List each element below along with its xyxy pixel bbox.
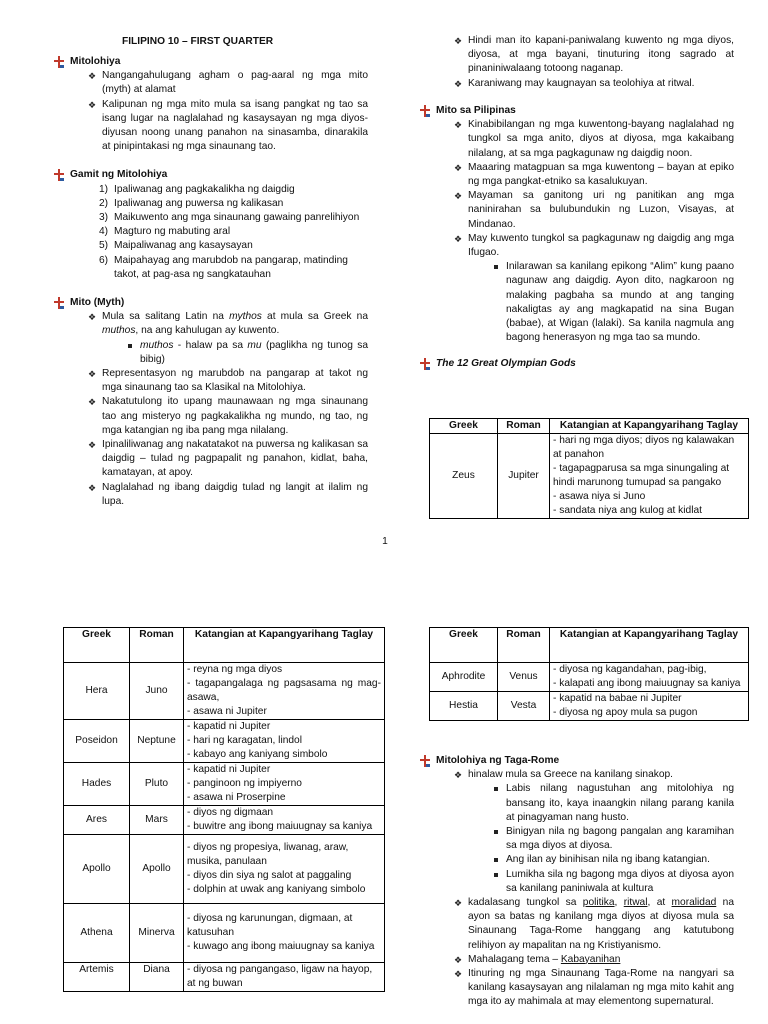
column-header-greek: Greek [430,419,498,434]
list-item: ❖ Kinabibilangan ng mga kuwentong-bayang naglalahad ng tungkol sa mga anito, diyos at diyosa, mga kakaibang nilalang, at sa mga pagkagunaw ng daigdig noon. [454,118,734,161]
heading-rome: Mitolohiya ng Taga-Rome [420,754,734,768]
heading-mito: Mito (Myth) [54,296,368,310]
gamit-list [88,183,368,282]
column-header-roman: Roman [498,628,550,663]
list-item: ❖ Nakatutulong ito upang maunawaan ng mga sinaunang tao ang misteryo ng pagkakalikha ng mundo, ng tao, ng mga katangian ng iba pang mga nilalang. [88,395,368,438]
mito-list [88,310,368,509]
bullet-icon [420,358,430,370]
table-row [64,806,385,835]
greek-name: Aphrodite [430,663,498,692]
roman-name: Mars [130,806,184,835]
page-gap [0,556,768,618]
greek-name: Hades [64,763,130,806]
roman-name: Diana [130,963,184,992]
traits-cell: - kapatid na babae ni Jupiter - diyosa ng apoy mula sa pugon [550,692,749,721]
traits-cell: - diyos ng propesiya, liwanag, araw, musika, panulaan - diyos din siya ng salot at paggaling - dolphin at uwak ang kaniyang simbolo [184,835,385,904]
column-header-greek: Greek [430,628,498,663]
roman-name: Minerva [130,904,184,963]
gods-table-left [63,627,385,992]
table-header-row [430,419,749,434]
pilipinas-section [420,104,734,372]
gods-table-right [429,627,749,721]
table-row [64,904,385,963]
list-item: ❖ May kuwento tungkol sa pagkagunaw ng daigdig ang mga Ifugao. Inilarawan sa kanilang epikong “Alim” kung paano nagunaw ang daigdig. Ayon dito, nagkaroon ng malaking pagbaha sa mundo at ang tanging nakaligtas ay ang magkapatid na sina Bugan (babae), at Wigan (lalaki). Sa kanila nagmula ang bagong henerasyon ng mga tao sa mundo. [454,232,734,346]
greek-name: Poseidon [64,720,130,763]
rome-section [420,754,734,1010]
table-row [64,963,385,992]
list-item: muthos - halaw pa sa mu (paglikha ng tunog sa bibig) [126,339,368,367]
traits-cell: - hari ng mga diyos; diyos ng kalawakan at panahon - tagapagparusa sa mga sinungaling at hindi marunong tumupad sa pangako - asawa niya si Juno - sandata niya ang kulog at kidlat [550,434,749,519]
list-item: 3) Maikuwento ang mga sinaunang gawaing panrelihiyon [98,212,360,224]
list-item: ❖ Itinuring ng mga Sinaunang Taga-Rome na nangyari sa kanilang kasaysayan ang nilalaman ng mga mito kahit ang mga ito ay mahimala at may elementong supernatural. [454,967,734,1010]
list-item: Lumikha sila ng bagong mga diyos at diyosa ayon sa kanilang paniniwala at kultura [492,868,734,896]
column-header-katangian: Katangian at Kapangyarihang Taglay [184,628,385,663]
list-item: ❖ Naglalahad ng ibang daigdig tulad ng langit at ilalim ng lupa. [88,481,368,509]
mitolohiya-list [88,69,368,154]
list-item: Ang ilan ay binihisan nila ng ibang katangian. [492,853,734,867]
roman-name: Pluto [130,763,184,806]
bullet-icon [420,105,430,117]
column-header-roman: Roman [498,419,550,434]
list-item: 5) Maipaliwanag ang kasaysayan [98,240,253,252]
greek-name: Athena [64,904,130,963]
greek-name: Hestia [430,692,498,721]
traits-cell: - reyna ng mga diyos - tagapangalaga ng pagsasama ng mag-asawa, - asawa ni Jupiter [184,663,385,720]
column-header-katangian: Katangian at Kapangyarihang Taglay [550,419,749,434]
traits-cell: - kapatid ni Jupiter - hari ng karagatan, lindol - kabayo ang kaniyang simbolo [184,720,385,763]
greek-name: Hera [64,663,130,720]
table-row [64,663,385,720]
heading-mitolohiya: Mitolohiya [54,55,368,69]
list-item: 6) Maipahayag ang marubdob na pangarap, matinding takot, at pag-asa ng sangkatauhan [98,254,348,280]
list-item: ❖ Ipinaliliwanag ang nakatatakot na puwersa ng kalikasan sa daigdig – tulad ng pagpapalit ng panahon, kidlat, baha, kamatayan, at apoy. [88,438,368,481]
traits-cell: - diyosa ng karunungan, digmaan, at katusuhan - kuwago ang ibong maiuugnay sa kaniya [184,904,385,963]
heading-pilipinas: Mito sa Pilipinas [420,104,734,118]
pilipinas-sublist [492,260,734,345]
table-row [64,835,385,904]
traits-cell: - diyosa ng pangangaso, ligaw na hayop, at ng buwan [184,963,385,992]
left-column [54,55,368,509]
heading-gamit: Gamit ng Mitolohiya [54,168,368,182]
heading-olympian-gods: The 12 Great Olympian Gods [420,357,734,371]
list-item: ❖ Hindi man ito kapani-paniwalang kuwento ng mga diyos, diyosa, at mga bayani, tinuturing itong sagrado at pinaniniwalaang totoong naganap. [454,34,734,77]
table-row [64,763,385,806]
column-header-roman: Roman [130,628,184,663]
table-row [430,692,749,721]
list-item: Labis nilang nagustuhan ang mitolohiya ng bansang ito, kaya inaangkin nilang parang kanila at pinagyaman nang husto. [492,782,734,825]
page-number: 1 [382,536,388,547]
list-item: ❖ Karaniwang may kaugnayan sa teolohiya at ritwal. [454,77,734,91]
list-item: ❖ kadalasang tungkol sa politika, ritwal, at moralidad na ayon sa batas ng kanilang mga diyos at diyosa mula sa Sinaunang Taga-Rome hanggang ang katutubong relihiyon ay mapalitan na ng Kristiyanismo. [454,896,734,953]
list-item: ❖ Kalipunan ng mga mito mula sa isang pangkat ng tao sa isang lugar na naglalahad ng kasaysayan ng mga diyos-diyusan noong unang panahon na sinasamba, dinarakila at pinipintakasi ng mga sinaunang tao. [88,98,368,155]
greek-name: Apollo [64,835,130,904]
list-item: ❖ Representasyon ng marubdob na pangarap at takot ng mga sinaunang tao sa Klasikal na Mitolohiya. [88,367,368,395]
traits-cell: - diyos ng digmaan - buwitre ang ibong maiuugnay sa kaniya [184,806,385,835]
page-title: FILIPINO 10 – FIRST QUARTER [122,36,274,47]
table-row [430,663,749,692]
rome-list [454,768,734,1009]
roman-name: Neptune [130,720,184,763]
bullet-icon [54,56,64,68]
list-item: ❖ Maaaring matagpuan sa mga kuwentong – bayan at epiko ng mga pangkat-etniko sa kasalukuyan. [454,161,734,189]
list-item: Inilarawan sa kanilang epikong “Alim” kung paano nagunaw ang daigdig. Ayon dito, nagkaroon ng malaking pagbaha sa mundo at ang tanging nakaligtas ay ang magkapatid na sina Bugan (babae), at Wigan (lalaki). Sa kanila nagmula ang bagong henerasyon ng mga tao sa mundo. [492,260,734,345]
greek-name: Artemis [64,963,130,992]
list-item: Binigyan nila ng bagong pangalan ang karamihan sa mga diyos at diyosa. [492,825,734,853]
list-item: ❖ Mula sa salitang Latin na mythos at mula sa Greek na muthos, na ang kahulugan ay kuwento. muthos - halaw pa sa mu (paglikha ng tunog sa bibig) [88,310,368,367]
rome-sublist [492,782,734,896]
list-item: ❖ Mahalagang tema – Kabayanihan [454,953,734,967]
pilipinas-list [454,118,734,345]
traits-cell: - kapatid ni Jupiter - panginoon ng impiyerno - asawa ni Proserpine [184,763,385,806]
roman-name: Apollo [130,835,184,904]
table-header-row [64,628,385,663]
list-item: 2) Ipaliwanag ang puwersa ng kalikasan [98,197,284,209]
gods-table-zeus [429,418,749,519]
roman-name: Jupiter [498,434,550,519]
roman-name: Juno [130,663,184,720]
greek-name: Ares [64,806,130,835]
table-row [64,720,385,763]
greek-name: Zeus [430,434,498,519]
table-header-row [430,628,749,663]
list-item: 4) Magturo ng mabuting aral [98,226,231,238]
list-item: ❖ hinalaw mula sa Greece na kanilang sinakop. Labis nilang nagustuhan ang mitolohiya ng bansang ito, kaya inaangkin nilang parang kanila at pinagyaman nang husto. Binigyan nila ng bagong pangalan ang karamihan sa mga diyos at diyosa. Ang ilan ay binihisan nila ng ibang katangian. Lumikha sila ng bagong mga diyos at diyosa ayon sa kanilang paniniwala at kultura [454,768,734,896]
bullet-icon [420,755,430,767]
traits-cell: - diyosa ng kagandahan, pag-ibig, - kalapati ang ibong maiuugnay sa kaniya [550,663,749,692]
right-column [454,34,734,91]
list-item: ❖ Mayaman sa ganitong uri ng panitikan ang mga naninirahan sa bulubundukin ng Luzon, Visayas, at Mindanao. [454,189,734,232]
bullet-icon [54,169,64,181]
mito-continued-list [454,34,734,91]
column-header-greek: Greek [64,628,130,663]
list-item: 1) Ipaliwanag ang pagkakalikha ng daigdig [98,183,295,195]
table-row [430,434,749,519]
mito-sublist [126,339,368,367]
column-header-katangian: Katangian at Kapangyarihang Taglay [550,628,749,663]
bullet-icon [54,297,64,309]
list-item: ❖ Nangangahulugang agham o pag-aaral ng mga mito (myth) at alamat [88,69,368,97]
roman-name: Venus [498,663,550,692]
roman-name: Vesta [498,692,550,721]
